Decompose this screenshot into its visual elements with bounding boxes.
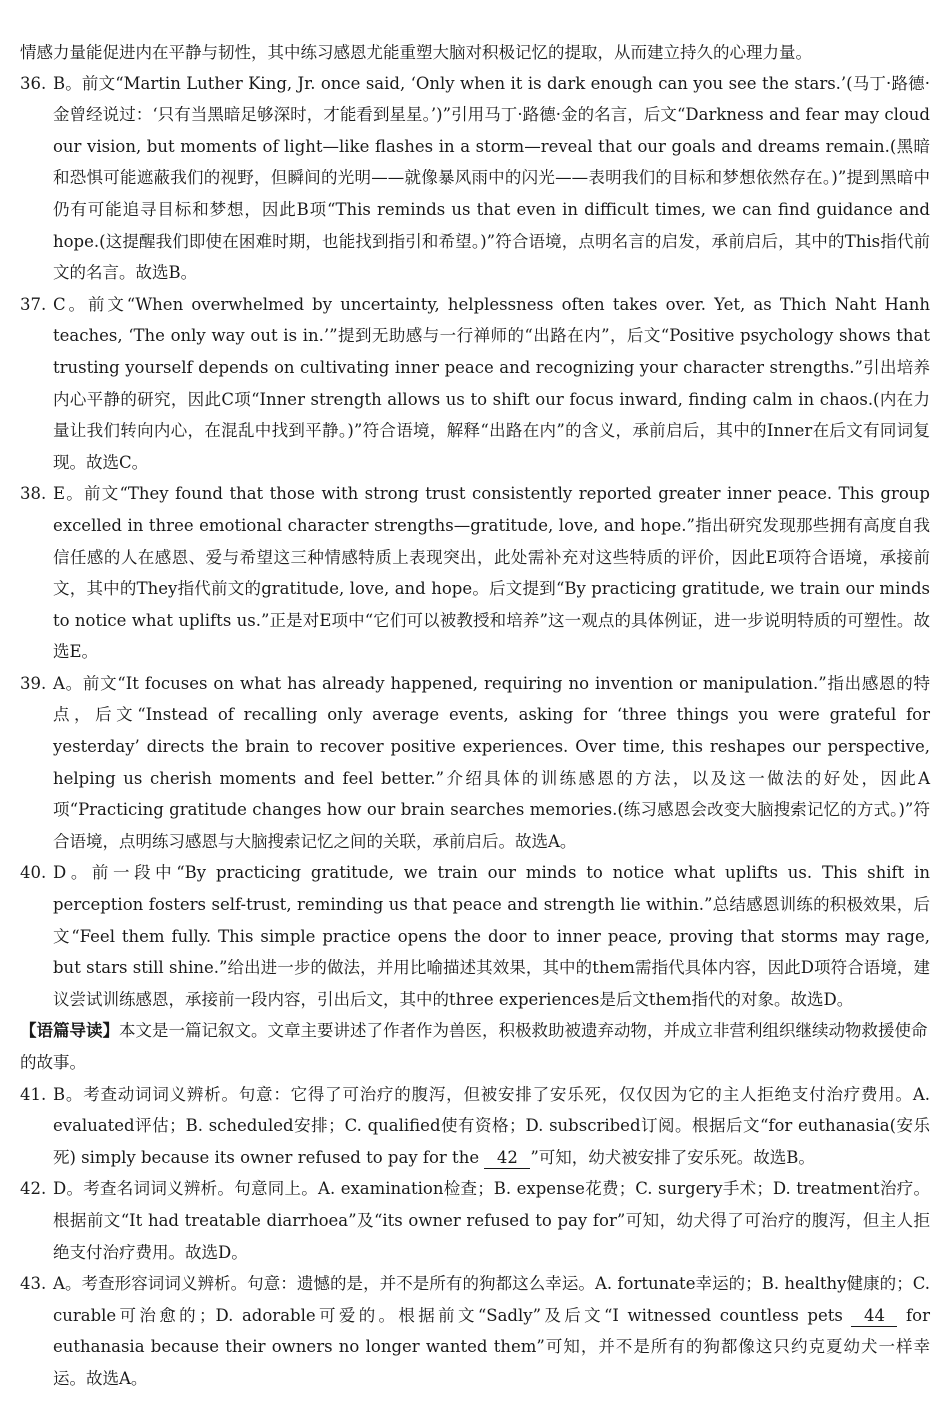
intro-line: 情感力量能促进内在平静与韧性，其中练习感恩尤能重塑大脑对积极记忆的提取，从而建立持久的心理力量。 — [20, 43, 812, 62]
answer-item-41 — [20, 1079, 930, 1174]
item-text-before-blank: B。考查动词词义辨析。句意：它得了可治疗的腹泻，但被安排了安乐死，仅仅因为它的主人拒绝支付治疗费用。A. evaluated评估；B. scheduled安排；C. qualified使有资格；D. subscribed订阅。根据后文“for euthanasia(安乐死) simply because its owner refused to pay for the — [53, 1084, 930, 1167]
item-text: A。前文“It focuses on what has already happened, requiring no invention or manipulation.”指出感恩的特点，后文“Instead of recalling only average events, asking for ‘three things you were grateful for yesterday’ directs the brain to recover positive experiences. Over time, this reshapes our perspective, helping us cherish moments and feel better.”介绍具体的训练感恩的方法，以及这一做法的好处，因此A项“Practicing gratitude changes how our brain searches memories.(练习感恩会改变大脑搜索记忆的方式。)”符合语境，点明练习感恩与大脑搜索记忆之间的关联，承前启后。故选A。 — [53, 673, 930, 851]
item-number: 37. — [20, 294, 47, 314]
item-number: 36. — [20, 73, 47, 93]
passage-guide-text: 本文是一篇记叙文。文章主要讲述了作者作为兽医，积极救助被遗弃动物，并成立非营利组织继续动物救援使命的故事。 — [20, 1021, 928, 1072]
item-text: C。前文“When overwhelmed by uncertainty, helplessness often takes over. Yet, as Thich Naht Hanh teaches, ‘The only way out is in.’”提到无助感与一行禅师的“出路在内”，后文“Positive psychology shows that trusting yourself depends on cultivating inner peace and recognizing your character strengths.”引出培养内心平静的研究，因此C项“Inner strength allows us to shift our focus inward, finding calm in chaos.(内在力量让我们转向内心，在混乱中找到平静。)”符合语境，解释“出路在内”的含义，承前启后，其中的Inner在后文有同词复现。故选C。 — [53, 294, 930, 472]
item-text: D。前一段中“By practicing gratitude, we train our minds to notice what uplifts us. This shift in perception fosters self-trust, reminding us that peace and strength lie within.”总结感恩训练的积极效果，后文“Feel them fully. This simple practice opens the door to inner peace, proving that storms may rage, but stars still shine.”给出进一步的做法，并用比喻描述其效果，其中的them需指代具体内容，因此D项符合语境，建议尝试训练感恩，承接前一段内容，引出后文，其中的three experiences是后文them指代的对象。故选D。 — [53, 863, 930, 1009]
answer-item-39 — [20, 668, 930, 858]
answer-item-37 — [20, 289, 930, 479]
blank-42: 42 — [484, 1148, 530, 1169]
blank-44: 44 — [851, 1306, 897, 1327]
item-number: 41. — [20, 1084, 47, 1104]
item-text-after-blank: ”可知，幼犬被安排了安乐死。故选B。 — [530, 1147, 815, 1167]
item-number: 40. — [20, 863, 47, 883]
item-text-after-blank: for euthanasia because their owners no longer wanted them”可知，并不是所有的狗都像这只约克夏幼犬一样幸运。故选A。 — [53, 1305, 930, 1388]
item-text-before-blank: A。考查形容词词义辨析。句意：遗憾的是，并不是所有的狗都这么幸运。A. fortunate幸运的；B. healthy健康的；C. curable可治愈的；D. adorable可爱的。根据前文“Sadly”及后文“I witnessed countless pets — [53, 1274, 930, 1325]
item-text: D。考查名词词义辨析。句意同上。A. examination检查；B. expense花费；C. surgery手术；D. treatment治疗。根据前文“It had treatable diarrhoea”及“its owner refused to pay for”可知，幼犬得了可治疗的腹泻，但主人拒绝支付治疗费用。故选D。 — [53, 1179, 930, 1262]
item-number: 38. — [20, 484, 47, 504]
item-number: 43. — [20, 1274, 47, 1294]
answer-item-42 — [20, 1173, 930, 1268]
item-number: 42. — [20, 1179, 47, 1199]
item-text: B。前文“Martin Luther King, Jr. once said, ‘Only when it is dark enough can you see the stars.’(马丁·路德·金曾经说过：‘只有当黑暗足够深时，才能看到星星。’)”引用马丁·路德·金的名言，后文“Darkness and fear may cloud our vision, but moments of light—like flashes in a storm—reveal that our goals and dreams remain.(黑暗和恐惧可能遮蔽我们的视野，但瞬间的光明——就像暴风雨中的闪光——表明我们的目标和梦想依然存在。)”提到黑暗中仍有可能追寻目标和梦想，因此B项“This reminds us that even in difficult times, we can find guidance and hope.(这提醒我们即使在困难时期，也能找到指引和希望。)”符合语境，点明名言的启发，承前启后，其中的This指代前文的名言。故选B。 — [53, 73, 930, 283]
answer-item-36 — [20, 68, 930, 289]
passage-guide — [20, 1015, 930, 1078]
item-number: 39. — [20, 673, 47, 693]
item-text: E。前文“They found that those with strong trust consistently reported greater inner peace. This group excelled in three emotional character strengths—gratitude, love, and hope.”指出研究发现那些拥有高度自我信任感的人在感恩、爱与希望这三种情感特质上表现突出，此处需补充对这些特质的评价，因此E项符合语境，承接前文，其中的They指代前文的gratitude, love, and hope。后文提到“By practicing gratitude, we train our minds to notice what uplifts us.”正是对E项中“它们可以被教授和培养”这一观点的具体例证，进一步说明特质的可塑性。故选E。 — [53, 484, 930, 662]
answer-item-43 — [20, 1268, 930, 1394]
passage-guide-tag: 【语篇导读】 — [20, 1021, 119, 1041]
answer-item-40 — [20, 857, 930, 1015]
answer-item-38 — [20, 478, 930, 668]
